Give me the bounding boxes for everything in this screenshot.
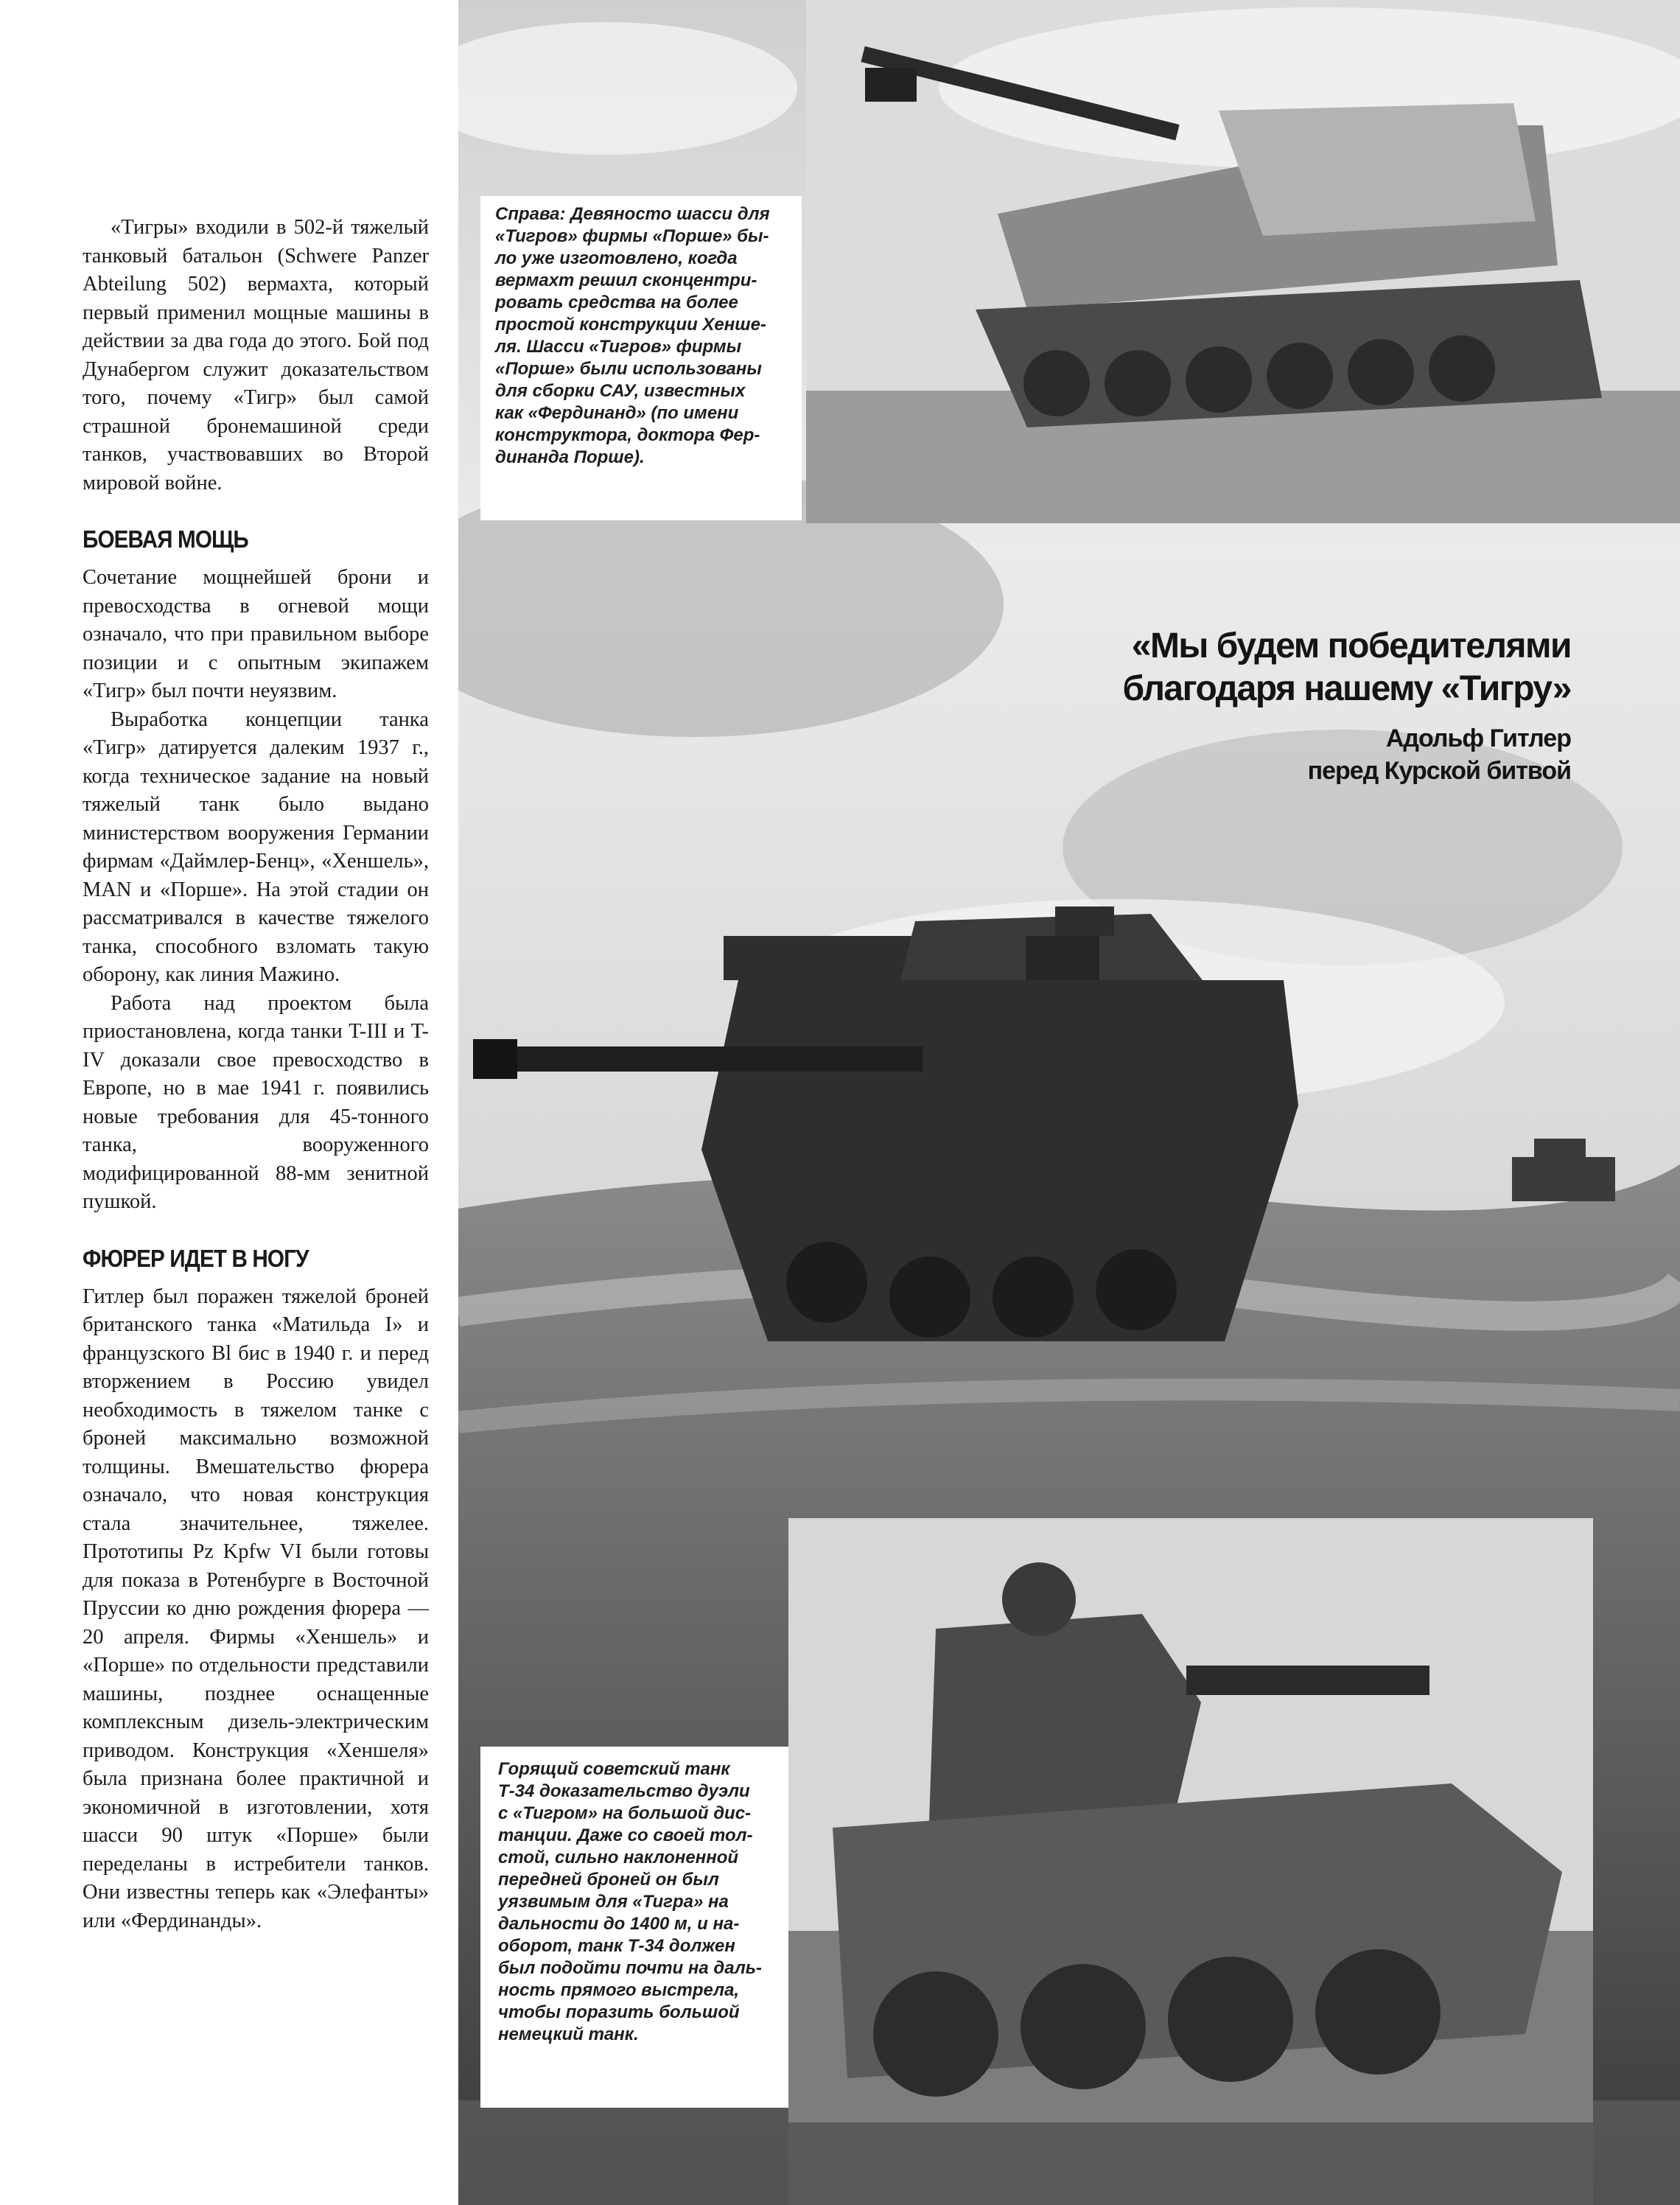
quote-author-context: перед Курской битвой xyxy=(1307,757,1571,785)
section-heading: БОЕВАЯ МОЩЬ xyxy=(83,525,248,553)
caption-line: с «Тигром» на большой дис- xyxy=(498,1803,752,1823)
caption-line: был подойти почти на даль- xyxy=(498,1958,763,1978)
caption-line: ровать средства на более xyxy=(495,293,738,312)
body-paragraph: Сочетание мощнейшей брони и превосходства в огневой мощи означало, что при правильном выборе позиции и с опытным экипажем «Тигр» был почти неуязвим. xyxy=(83,566,429,702)
t34-photo xyxy=(788,1518,1593,2205)
caption-line: конструктора, доктора Фер- xyxy=(495,425,760,445)
caption-line: ность прямого выстрела, xyxy=(498,1980,740,2000)
caption-line: Справа: Девяносто шасси для xyxy=(495,204,770,224)
section-heading: ФЮРЕР ИДЕТ В НОГУ xyxy=(83,1244,309,1272)
caption-line: танции. Даже со своей тол- xyxy=(498,1825,753,1845)
caption-line: немецкий танк. xyxy=(498,2024,639,2044)
ferdinand-photo xyxy=(806,0,1680,523)
body-paragraph: Выработка концепции танка «Тигр» датируется далеким 1937 г., когда техническое задание на новый тяжелый танк было выдано министерством вооружения Германии фирмам «Даймлер-Бенц», «Хеншель», MAN и «Порше». На этой стадии он рассматривался в качестве тяжелого танка, способного взломать такую оборону, как линия Мажино. xyxy=(83,707,429,986)
caption-line: дальности до 1400 м, и на- xyxy=(498,1914,740,1934)
article-column xyxy=(83,214,429,1935)
caption-line: динанда Порше). xyxy=(495,447,645,467)
caption-line: оборот, танк Т-34 должен xyxy=(498,1936,735,1956)
caption-line: чтобы поразить большой xyxy=(498,2002,740,2022)
caption-line: для сборки САУ, известных xyxy=(495,381,746,401)
t34-illustration xyxy=(788,1518,1593,2205)
caption-line: передней броней он был xyxy=(498,1870,719,1890)
caption-line: уязвимым для «Тигра» на xyxy=(498,1892,729,1912)
caption-line: «Тигров» фирмы «Порше» бы- xyxy=(495,226,769,246)
caption-line: Горящий советский танк xyxy=(498,1759,730,1779)
caption-t34 xyxy=(480,1747,788,2108)
body-paragraph: Работа над проектом была приостановлена, когда танки T-III и T-IV доказали свое превосходство в Европе, но в мае 1941 г. появились новые требования для 45-тонного танка, вооруженного модифицированной 88-мм зенитной пушкой. xyxy=(83,991,429,1213)
quote-author: Адольф Гитлер xyxy=(1385,724,1571,752)
quote-line: «Мы будем победителями xyxy=(1131,626,1571,665)
caption-line: Т-34 доказательство дуэли xyxy=(498,1781,750,1801)
caption-line: как «Фердинанд» (по имени xyxy=(495,403,739,423)
caption-line: ло уже изготовлено, когда xyxy=(495,248,738,268)
ferdinand-illustration xyxy=(806,0,1680,523)
quote-line: благодаря нашему «Тигру» xyxy=(1122,669,1571,708)
caption-line: стой, сильно наклоненной xyxy=(498,1848,739,1867)
body-paragraph: Гитлер был поражен тяжелой броней британского танка «Матильда I» и французского Bl бис в 1940 г. и перед вторжением в Россию увидел необходимость в тяжелом танке с броней максимально возможной толщины. Вмешательство фюрера означало, что новая конструкция стала значительнее, тяжелее. Прототипы Pz Kpfw VI были готовы для показа в Ротенбурге в Восточной Пруссии ко дню рождения фюрера — 20 апреля. Фирмы «Хеншель» и «Порше» по отдельности представили машины, позднее оснащенные комплексным дизель-электрическим приводом. Конструкция «Хеншеля» была признана более практичной и экономичной в изготовлении, хотя шасси 90 штук «Порше» были переделаны в истребители танков. Они известны теперь как «Элефанты» или «Фердинанды». xyxy=(83,1285,429,1932)
intro-paragraph: «Тигры» входили в 502-й тяжелый танковый батальон (Schwere Panzer Abteilung 502) вермахта, который первый применил мощные машины в действии за два года до этого. Бой под Дунабергом служит доказательством того, почему «Тигр» был самой страшной бронемашиной среди танков, участвовавших во Второй мировой войне. xyxy=(83,216,429,495)
caption-line: ля. Шасси «Тигров» фирмы xyxy=(495,337,742,357)
caption-line: вермахт решил сконцентри- xyxy=(495,270,757,290)
caption-line: «Порше» были использованы xyxy=(495,359,762,379)
caption-ferdinand xyxy=(480,196,802,520)
caption-line: простой конструкции Хенше- xyxy=(495,315,766,335)
pull-quote xyxy=(1122,625,1571,787)
